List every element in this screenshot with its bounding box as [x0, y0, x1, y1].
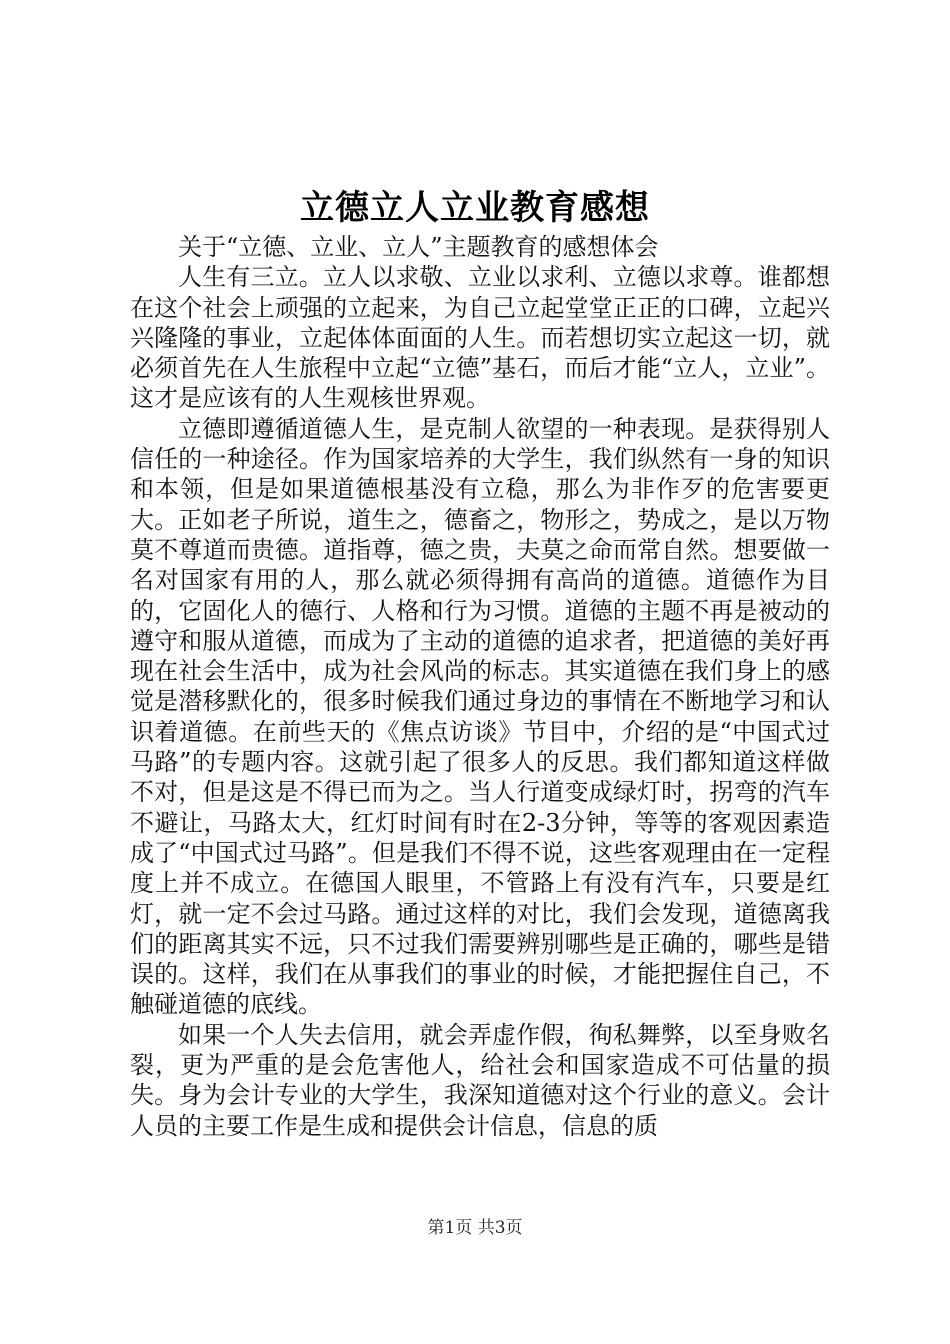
page-number: 第1页 共3页 — [427, 1218, 523, 1238]
paragraph: 如果一个人失去信用，就会弄虚作假，徇私舞弊，以至身败名裂，更为严重的是会危害他人，给社会和国家造成不可估量的损失。身为会计专业的大学生，我深知道德对这个行业的意义。会计人员的主要工作是生成和提供会计信息，信息的质 — [130, 1020, 830, 1140]
paragraph: 立德即遵循道德人生，是克制人欲望的一种表现。是获得别人信任的一种途径。作为国家培养的大学生，我们纵然有一身的知识和本领，但是如果道德根基没有立稳，那么为非作歹的危害要更大。正如老子所说，道生之，德畜之，物形之，势成之，是以万物莫不尊道而贵德。道指尊，德之贵，夫莫之命而常自然。想要做一名对国家有用的人，那么就必须得拥有高尚的道德。道德作为目的，它固化人的德行、人格和行为习惯。道德的主题不再是被动的遵守和服从道德，而成为了主动的道德的追求者，把道德的美好再现在社会生活中，成为社会风尚的标志。其实道德在我们身上的感觉是潜移默化的，很多时候我们通过身边的事情在不断地学习和认识着道德。在前些天的《焦点访谈》节目中，介绍的是“中国式过马路”的专题内容。这就引起了很多人的反思。我们都知道这样做不对，但是这是不得已而为之。当人行道变成绿灯时，拐弯的汽车不避让，马路太大，红灯时间有时在2-3分钟，等等的客观因素造成了“中国式过马路”。但是我们不得不说，这些客观理由在一定程度上并不成立。在德国人眼里，不管路上有没有汽车，只要是红灯，就一定不会过马路。通过这样的对比，我们会发现，道德离我们的距离其实不远，只不过我们需要辨别哪些是正确的，哪些是错误的。这样，我们在从事我们的事业的时候，才能把握住自己，不触碰道德的底线。 — [130, 414, 830, 1019]
document-subtitle: 关于“立德、立业、立人”主题教育的感想体会 — [178, 233, 659, 261]
document-body — [130, 232, 830, 1141]
document-title: 立德立人立业教育感想 — [300, 188, 650, 228]
paragraph: 人生有三立。立人以求敬、立业以求利、立德以求尊。谁都想在这个社会上顽强的立起来，为自己立起堂堂正正的口碑，立起兴兴隆隆的事业，立起体体面面的人生。而若想切实立起这一切，就必须首先在人生旅程中立起“立德”基石，而后才能“立人，立业”。这才是应该有的人生观核世界观。 — [130, 263, 830, 413]
